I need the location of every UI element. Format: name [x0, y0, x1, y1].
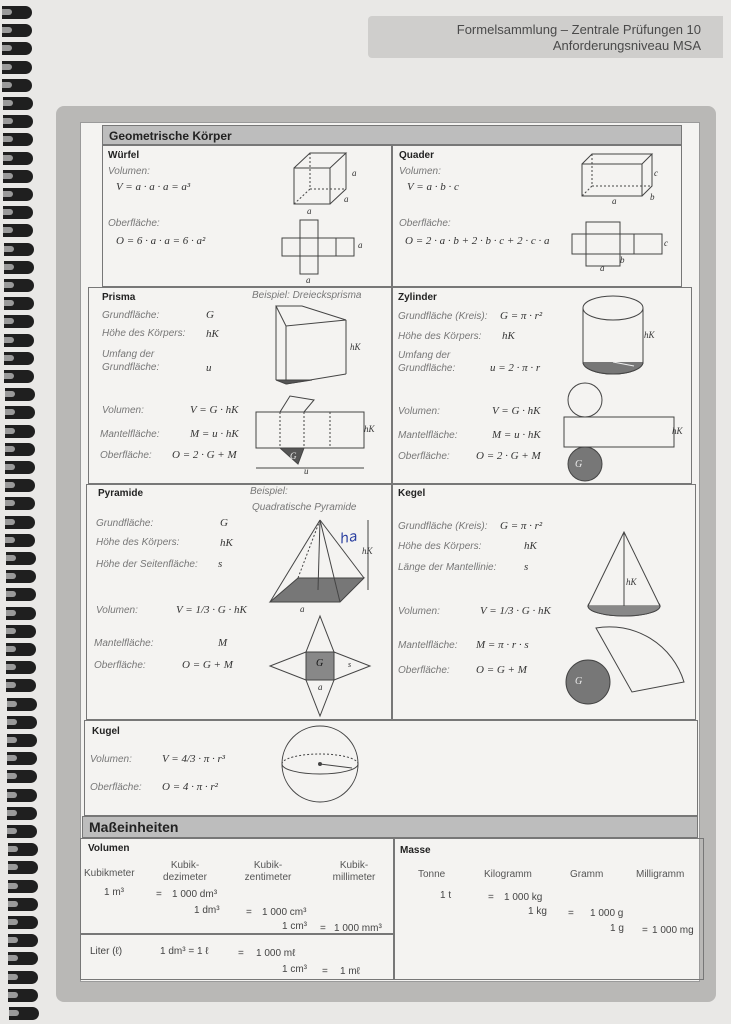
wuerfel-dim-a1: a — [352, 168, 357, 178]
binding-ring — [3, 188, 33, 201]
pyramide-lateral-label: Mantelfläche: — [94, 638, 154, 649]
mass-r2-b: 1 000 g — [590, 908, 624, 919]
pyramide-volume-formula: V = 1/3 · G · hK — [176, 604, 247, 616]
cell-kugel — [84, 720, 698, 816]
quader-net-dim-c: c — [664, 238, 668, 248]
zylinder-surface-label: Oberfläche: — [398, 451, 450, 462]
prisma-volume-label: Volumen: — [102, 405, 144, 416]
kugel-surface-formula: O = 4 · π · r² — [162, 781, 218, 793]
quader-net-dim-b: b — [620, 255, 625, 265]
zylinder-perimeter-label1: Umfang der — [398, 350, 451, 361]
spiral-binding — [0, 0, 40, 1024]
zylinder-diagram — [582, 294, 646, 378]
binding-ring — [2, 61, 32, 74]
kegel-title: Kegel — [398, 488, 426, 499]
binding-ring — [7, 789, 37, 802]
binding-ring — [5, 443, 35, 456]
prisma-net-height: hK — [364, 424, 375, 434]
volume-col-kubikdezimeter: Kubik- dezimeter — [163, 860, 207, 883]
binding-ring — [2, 24, 32, 37]
prisma-height-label: Höhe des Körpers: — [102, 328, 186, 339]
binding-ring — [3, 133, 33, 146]
quader-dim-c: c — [654, 168, 658, 178]
pyramide-lateral-symbol: M — [218, 637, 228, 649]
binding-ring — [7, 716, 37, 729]
prisma-diagram-height: hK — [350, 342, 361, 352]
pyramide-height-symbol: hK — [220, 537, 233, 549]
wuerfel-title: Würfel — [108, 150, 140, 161]
prisma-title: Prisma — [102, 292, 136, 303]
prisma-perimeter-label2: Grundfläche: — [102, 362, 160, 373]
binding-ring — [8, 861, 38, 874]
binding-ring — [6, 588, 36, 601]
volume-r3-a: 1 cm³ — [282, 921, 307, 932]
kegel-net-base-symbol: G — [575, 676, 583, 687]
binding-ring — [3, 115, 33, 128]
quader-dim-a: a — [612, 196, 617, 206]
zylinder-height-label: Höhe des Körpers: — [398, 331, 482, 342]
binding-ring — [8, 843, 38, 856]
prisma-base-symbol: G — [206, 309, 214, 321]
pyramide-net-base: G — [316, 658, 324, 669]
prisma-height-symbol: hK — [206, 328, 219, 340]
quader-net-diagram — [572, 222, 664, 270]
page-header — [368, 16, 723, 58]
binding-ring — [5, 388, 35, 401]
kegel-surface-label: Oberfläche: — [398, 665, 450, 676]
binding-ring — [2, 6, 32, 19]
kegel-height-symbol: hK — [524, 540, 537, 552]
kegel-slant-label: Länge der Mantellinie: — [398, 562, 497, 573]
binding-ring — [8, 916, 38, 929]
kugel-surface-label: Oberfläche: — [90, 782, 142, 793]
liter-r1-eq: = — [238, 948, 244, 959]
binding-ring — [2, 79, 32, 92]
zylinder-base-formula: G = π · r² — [500, 310, 543, 322]
binding-ring — [7, 698, 37, 711]
kugel-volume-label: Volumen: — [90, 754, 132, 765]
binding-ring — [2, 42, 32, 55]
pyramide-diagram — [268, 516, 374, 606]
binding-ring — [7, 825, 37, 838]
pyramide-surface-label: Oberfläche: — [94, 660, 146, 671]
pyramide-height-label: Höhe des Körpers: — [96, 537, 180, 548]
volume-r1-b: 1 000 dm³ — [172, 889, 218, 900]
binding-ring — [3, 206, 33, 219]
binding-ring — [4, 297, 34, 310]
wuerfel-dim-a3: a — [344, 194, 349, 204]
kegel-lateral-label: Mantelfläche: — [398, 640, 458, 651]
cell-mass-units — [394, 838, 704, 980]
binding-ring — [5, 406, 35, 419]
kegel-net-diagram — [562, 626, 692, 708]
pyramide-base-symbol: G — [220, 517, 228, 529]
zylinder-lateral-formula: M = u · hK — [492, 429, 541, 441]
volume-col-kubikmillimeter: Kubik- millimeter — [332, 860, 376, 883]
liter-label: Liter (ℓ) — [90, 946, 123, 957]
zylinder-perimeter-formula: u = 2 · π · r — [490, 362, 541, 374]
binding-ring — [3, 224, 33, 237]
pyramide-net-s: s — [348, 660, 352, 669]
binding-ring — [5, 534, 35, 547]
pyramide-net-a: a — [318, 682, 323, 692]
kegel-base-formula: G = π · r² — [500, 520, 543, 532]
binding-ring — [3, 170, 33, 183]
kegel-volume-formula: V = 1/3 · G · hK — [480, 605, 551, 617]
quader-volume-label: Volumen: — [399, 166, 441, 177]
liter-r2-eq: = — [322, 966, 328, 977]
zylinder-diagram-height: hK — [644, 330, 655, 340]
binding-ring — [6, 679, 36, 692]
pyramide-side-height-symbol: s — [218, 558, 223, 570]
wuerfel-volume-label: Volumen: — [108, 166, 150, 177]
kegel-diagram — [586, 530, 666, 622]
liter-r2-b: 1 mℓ — [340, 966, 360, 977]
pyramide-side-height-label: Höhe der Seitenfläche: — [96, 559, 198, 570]
binding-ring — [4, 334, 34, 347]
prisma-lateral-formula: M = u · hK — [190, 428, 239, 440]
prisma-surface-label: Oberfläche: — [100, 450, 152, 461]
prisma-net-diagram — [254, 394, 374, 476]
mass-col-tonne: Tonne — [418, 869, 446, 880]
wuerfel-surface-formula: O = 6 · a · a = 6 · a² — [116, 235, 206, 247]
quader-net-dim-a: a — [600, 263, 605, 273]
header-title: Formelsammlung – Zentrale Prüfungen 10 — [456, 22, 701, 37]
prisma-perimeter-label1: Umfang der — [102, 349, 155, 360]
binding-ring — [7, 752, 37, 765]
zylinder-volume-label: Volumen: — [398, 406, 440, 417]
binding-ring — [6, 607, 36, 620]
zylinder-volume-formula: V = G · hK — [492, 405, 541, 417]
binding-ring — [7, 807, 37, 820]
volume-r2-eq: = — [246, 907, 252, 918]
wuerfel-volume-formula: V = a · a · a = a³ — [116, 181, 191, 193]
wuerfel-net-diagram — [282, 220, 362, 276]
zylinder-net-height: hK — [672, 426, 683, 436]
binding-ring — [8, 898, 38, 911]
wuerfel-net-dim-a2: a — [306, 275, 311, 285]
prisma-surface-formula: O = 2 · G + M — [172, 449, 237, 461]
binding-ring — [3, 152, 33, 165]
zylinder-surface-formula: O = 2 · G + M — [476, 450, 541, 462]
binding-ring — [7, 770, 37, 783]
liter-r1-b: 1 000 mℓ — [256, 948, 296, 959]
prisma-net-base: G — [290, 451, 297, 461]
volume-units-title: Volumen — [88, 843, 130, 854]
binding-ring — [8, 989, 38, 1002]
kugel-title: Kugel — [92, 726, 120, 737]
binding-ring — [8, 934, 38, 947]
mass-r3-eq: = — [642, 925, 648, 936]
binding-ring — [5, 461, 35, 474]
mass-r3-a: 1 g — [610, 923, 624, 934]
kugel-volume-formula: V = 4/3 · π · r³ — [162, 753, 226, 765]
binding-ring — [4, 315, 34, 328]
prisma-net-perimeter: u — [304, 466, 309, 476]
section-title-units: Maßeinheiten — [82, 816, 698, 838]
prisma-perimeter-symbol: u — [206, 362, 212, 374]
binding-ring — [4, 243, 34, 256]
pyramide-handwritten-note: ha — [338, 528, 359, 548]
quader-title: Quader — [399, 150, 435, 161]
binding-ring — [4, 352, 34, 365]
zylinder-height-symbol: hK — [502, 330, 515, 342]
kegel-lateral-formula: M = π · r · s — [476, 639, 529, 651]
liter-r1-a: 1 dm³ = 1 ℓ — [160, 946, 209, 957]
zylinder-perimeter-label2: Grundfläche: — [398, 363, 456, 374]
binding-ring — [5, 516, 35, 529]
mass-r3-b: 1 000 mg — [652, 925, 694, 936]
zylinder-base-label: Grundfläche (Kreis): — [398, 311, 488, 322]
kugel-diagram — [280, 724, 362, 806]
prisma-example: Beispiel: Dreiecksprisma — [252, 290, 362, 301]
pyramide-title: Pyramide — [98, 488, 144, 499]
binding-ring — [3, 97, 33, 110]
binding-ring — [4, 370, 34, 383]
binding-ring — [4, 279, 34, 292]
zylinder-title: Zylinder — [398, 292, 437, 303]
quader-dim-b: b — [650, 192, 655, 202]
binding-ring — [8, 880, 38, 893]
volume-r3-eq: = — [320, 923, 326, 934]
wuerfel-dim-a2: a — [307, 206, 312, 216]
zylinder-net-base: G — [575, 459, 583, 470]
binding-ring — [6, 643, 36, 656]
kegel-volume-label: Volumen: — [398, 606, 440, 617]
binding-ring — [5, 425, 35, 438]
kegel-diagram-height: hK — [626, 577, 637, 587]
binding-ring — [7, 734, 37, 747]
binding-ring — [5, 497, 35, 510]
binding-ring — [6, 661, 36, 674]
mass-units-title: Masse — [400, 845, 431, 856]
mass-col-milligramm: Milligramm — [636, 869, 685, 880]
volume-col-kubikmeter: Kubikmeter — [84, 868, 135, 879]
mass-r1-b: 1 000 kg — [504, 892, 543, 903]
kegel-base-label: Grundfläche (Kreis): — [398, 521, 488, 532]
prisma-diagram — [272, 304, 352, 388]
pyramide-base-label: Grundfläche: — [96, 518, 154, 529]
pyramide-example-name: Quadratische Pyramide — [252, 502, 357, 513]
liter-r2-a: 1 cm³ — [282, 964, 307, 975]
binding-ring — [5, 479, 35, 492]
volume-r2-b: 1 000 cm³ — [262, 907, 307, 918]
pyramide-surface-formula: O = G + M — [182, 659, 233, 671]
kegel-height-label: Höhe des Körpers: — [398, 541, 482, 552]
prisma-volume-formula: V = G · hK — [190, 404, 239, 416]
volume-r2-a: 1 dm³ — [194, 905, 220, 916]
quader-cuboid-diagram — [580, 152, 660, 200]
binding-ring — [9, 1007, 39, 1020]
section-title-geometric-bodies: Geometrische Körper — [102, 125, 682, 145]
prisma-base-label: Grundfläche: — [102, 310, 160, 321]
kegel-surface-formula: O = G + M — [476, 664, 527, 676]
volume-r1-a: 1 m³ — [104, 887, 124, 898]
mass-r1-a: 1 t — [440, 890, 452, 901]
pyramide-example-label: Beispiel: — [250, 486, 288, 497]
mass-r2-eq: = — [568, 908, 574, 919]
pyramide-diagram-base-a: a — [300, 604, 305, 614]
binding-ring — [8, 952, 38, 965]
mass-col-gramm: Gramm — [570, 869, 604, 880]
binding-ring — [6, 570, 36, 583]
kegel-slant-symbol: s — [524, 561, 529, 573]
mass-col-kilogramm: Kilogramm — [484, 869, 532, 880]
volume-r3-b: 1 000 mm³ — [334, 923, 382, 934]
header-subtitle: Anforderungsniveau MSA — [552, 38, 701, 53]
binding-ring — [4, 261, 34, 274]
quader-volume-formula: V = a · b · c — [407, 181, 459, 193]
wuerfel-net-dim-a: a — [358, 240, 363, 250]
mass-r2-a: 1 kg — [528, 906, 547, 917]
binding-ring — [6, 625, 36, 638]
zylinder-lateral-label: Mantelfläche: — [398, 430, 458, 441]
binding-ring — [8, 971, 38, 984]
pyramide-volume-label: Volumen: — [96, 605, 138, 616]
quader-surface-formula: O = 2 · a · b + 2 · b · c + 2 · c · a — [405, 235, 550, 247]
wuerfel-surface-label: Oberfläche: — [108, 218, 160, 229]
quader-surface-label: Oberfläche: — [399, 218, 451, 229]
mass-r1-eq: = — [488, 892, 494, 903]
binding-ring — [6, 552, 36, 565]
volume-r1-eq: = — [156, 889, 162, 900]
volume-col-kubikzentimeter: Kubik- zentimeter — [244, 860, 292, 883]
wuerfel-cube-diagram — [290, 150, 360, 212]
pyramide-diagram-height: hK — [362, 546, 373, 556]
prisma-lateral-label: Mantelfläche: — [100, 429, 160, 440]
